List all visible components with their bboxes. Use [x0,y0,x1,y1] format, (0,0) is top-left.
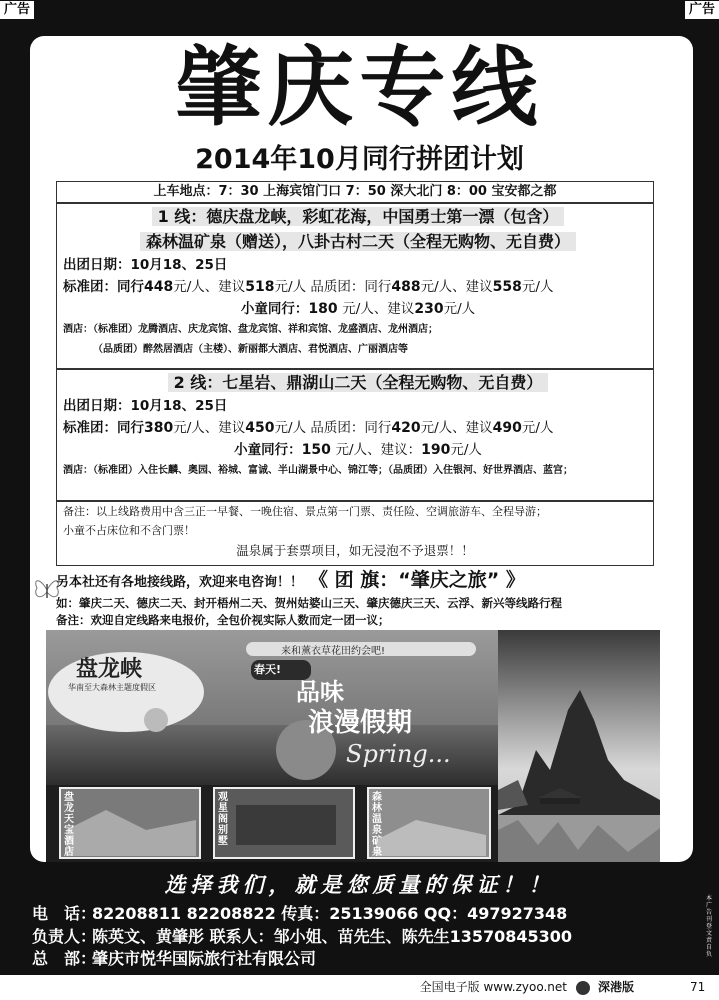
edition-logo-icon [576,981,590,995]
route-1-title-cont: 森林温矿泉（赠送），八卦古村二天（全程无购物、无自费） [63,229,653,254]
promo-tagline: 来和薰衣草花田约会吧! [281,646,386,657]
slogan: 选择我们，就是您质量的保证！！ [164,873,555,897]
route-1-hotels-standard: 酒店：（标准团）龙腾酒店、庆龙宾馆、盘龙宾馆、祥和宾馆、龙盛酒店、龙州酒店； [63,324,438,335]
note-child: 小童不占床位和不含门票！ [63,524,195,537]
promo-headline-2: 浪漫假期 [308,708,413,738]
route-2-child-price: 小童同行：150 元/人、建议：190元/人 [234,442,482,458]
note-hot-spring: 温泉属于套票项目，如无浸泡不予退票！！ [236,543,474,558]
ad-label-right: 广告 [685,1,719,19]
page-number: 71 [690,980,706,994]
route-1-dates: 出团日期：10月18、25日 [63,257,228,273]
page-footer [0,975,719,1000]
karst-landscape-image [498,630,660,862]
extra-custom-line: 备注：欢迎自定线路来电报价，全包价视实际人数而定一团一议； [56,613,390,627]
promo-thumb-1-label: 盘龙天宝酒店 [64,792,74,858]
route-2-block [56,369,654,501]
footer-site: 全国电子版 www.zyoo.net [419,980,567,994]
extra-consult-line: 另本社还有各地接线路，欢迎来电咨询！！ 《 团 旗：“肇庆之旅” 》 [56,569,525,591]
contact-manager: 负责人：陈英文、黄肇彤 联系人：邹小姐、苗先生、陈先生13570845300 [32,927,573,946]
contact-headquarters: 总 部：肇庆市悦华国际旅行社有限公司 [32,949,317,968]
route-1-child-price: 小童同行：180 元/人、建议230元/人 [240,301,476,317]
top-bar [0,0,719,20]
promo-logo: 盘龙峡 [76,656,143,682]
note-included: 备注：以上线路费用中含三正一早餐、一晚住宿、景点第一门票、责任险、空调旅游车、全程导游； [63,505,547,518]
route-1-block [56,203,654,369]
promo-logo-sub: 华南至大森林主题度假区 [68,683,156,692]
promo-thumb-2-label: 观星阁别墅 [218,792,228,847]
notes-block [56,501,654,566]
main-title: 肇庆专线 [175,38,544,138]
sub-title: 2014年10月同行拼团计划 [195,144,524,175]
route-2-title: 2 线：七星岩、鼎湖山二天（全程无购物、无自费） [63,370,653,395]
extra-routes-line: 如：肇庆二天、德庆二天、封开梧州二天、贺州姑婆山三天、肇庆德庆三天、云浮、新兴等线路行程 [56,596,562,610]
pickup-info: 上车地点：7：30 上海宾馆门口 7：50 深大北门 8：00 宝安都之都 [56,181,654,203]
route-1-title: 1 线：德庆盘龙峡，彩虹花海，中国勇士第一漂（包含） [63,204,653,229]
tour-flag: 《 团 旗：“肇庆之旅” 》 [309,569,525,591]
route-2-prices: 标准团：同行380元/人、建议450元/人 品质团：同行420元/人、建议490元/人 [63,420,554,436]
promo-photo-strip [46,630,660,862]
route-2-hotels: 酒店：（标准团）入住长麟、奥园、裕城、富诚、半山湖景中心、锦江等；（品质团）入住银河、好世界酒店、蓝宫； [63,465,573,476]
promo-spring: Spring... [346,740,451,768]
promo-headline-1: 品味 [296,678,344,706]
footer-edition: 深港版 [598,980,635,994]
contact-phone: 电 话：82208811 82208822 传真：25139066 QQ：497927348 [32,904,568,923]
ad-label-left: 广告 [0,1,34,19]
route-1-hotels-quality: （品质团）醉然居酒店（主楼）、新丽都大酒店、君悦酒店、广丽酒店等 [93,344,408,355]
promo-thumb-3-label: 森林温泉矿泉 [372,792,382,858]
promo-badge: 春天! [254,663,282,676]
extra-info [56,568,696,629]
side-note: 本广告刊登文责自负 [706,895,713,958]
route-2-dates: 出团日期：10月18、25日 [63,398,228,414]
route-1-prices: 标准团：同行448元/人、建议518元/人 品质团：同行488元/人、建议558元/人 [63,279,554,295]
